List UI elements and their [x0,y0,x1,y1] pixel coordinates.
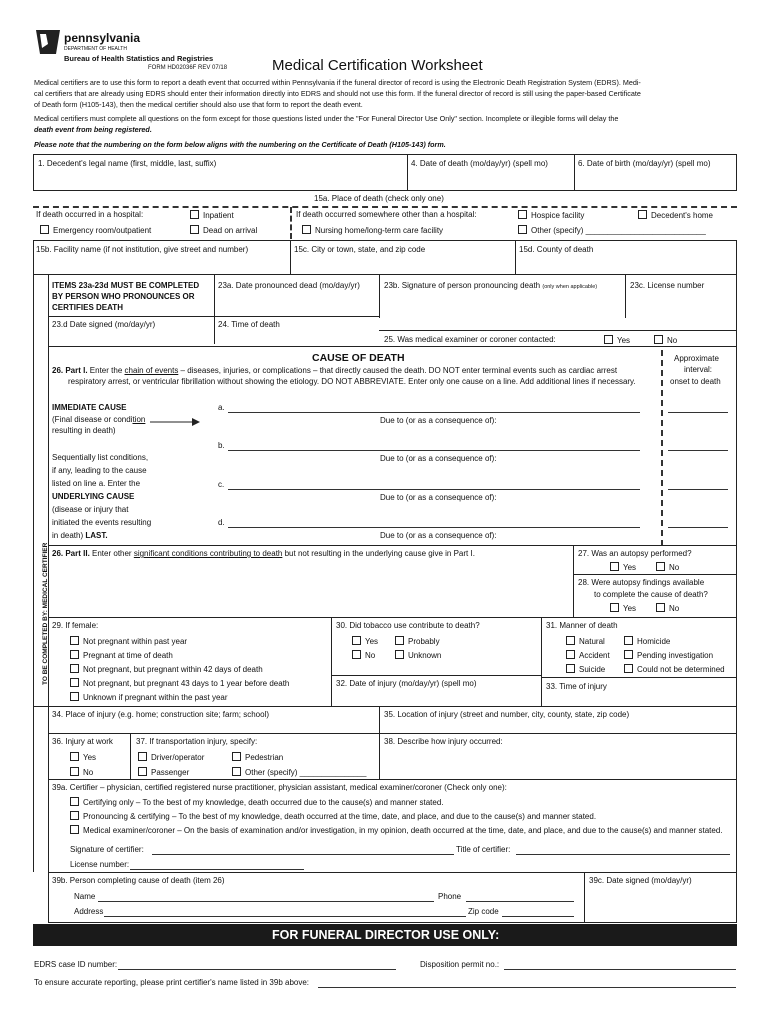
city-state-zip-field[interactable]: 15c. City or town, state, and zip code [294,245,426,254]
transport-question: 37. If transportation injury, specify: [136,737,258,746]
date-signed-field[interactable]: 23.d Date signed (mo/day/yr) [52,320,156,329]
passenger-option[interactable]: Passenger [138,767,189,778]
tobacco-unknown-option[interactable]: Unknown [395,650,441,661]
certifier-option-2[interactable]: Pronouncing & certifying – To the best of my knowledge, death occurred at the time, date, and place, and due to the cause(s) and manner stated. [70,811,596,822]
autopsy-no-checkbox[interactable] [656,562,665,571]
sequential-5: (disease or injury that [52,505,129,514]
manner-title: 31. Manner of death [546,621,618,630]
address-label: Address [74,907,104,916]
me-contacted-question: 25. Was medical examiner or coroner contacted: [384,335,556,344]
date-of-injury-field[interactable]: 32. Date of injury (mo/day/yr) (spell mo) [336,679,477,688]
inpatient-checkbox[interactable] [190,210,199,219]
me-no-option[interactable]: No [654,335,677,346]
hospice-option[interactable]: Hospice facility [518,210,584,221]
tobacco-question: 30. Did tobacco use contribute to death? [336,621,480,630]
autopsy-findings-1: 28. Were autopsy findings available [578,578,705,587]
me-no-checkbox[interactable] [654,335,663,344]
signature-line[interactable] [152,854,454,855]
driver-checkbox[interactable] [138,752,147,761]
interval-line-a[interactable] [668,412,728,413]
other-option[interactable]: Other (specify) ___________________________ [518,225,706,236]
autopsy-yes-option[interactable]: Yes [610,562,636,573]
home-option[interactable]: Decedent's home [638,210,713,221]
manner-pending-checkbox[interactable] [624,650,633,659]
accurate-reporting-label: To ensure accurate reporting, please print certifier's name listed in 39b above: [34,978,310,987]
person-completing-title: 39b. Person completing cause of death (item 26) [52,876,225,885]
female-checkbox-1[interactable] [70,636,79,645]
due-to-c: Due to (or as a consequence of): [380,493,497,502]
interval-line-b[interactable] [668,450,728,451]
tobacco-probably-option[interactable]: Probably [395,636,440,647]
form-number: FORM HD02036F REV 07/18 [148,65,228,71]
female-checkbox-4[interactable] [70,678,79,687]
side-label: TO BE COMPLETED BY: MEDICAL CERTIFIER [42,542,49,685]
arrow-icon [150,418,200,426]
date-pronounced-field[interactable]: 23a. Date pronounced dead (mo/day/yr) [218,281,360,290]
final-disease-label: (Final disease or condition [52,415,146,424]
manner-undetermined-option[interactable]: Could not be determined [624,664,725,675]
manner-pending-option[interactable]: Pending investigation [624,650,713,661]
findings-no-checkbox[interactable] [656,603,665,612]
female-checkbox-3[interactable] [70,664,79,673]
license-number-field[interactable]: 23c. License number [630,281,705,290]
manner-suicide-option[interactable]: Suicide [566,664,605,675]
page-title: Medical Certification Worksheet [272,57,483,74]
zip-line[interactable] [502,916,574,917]
female-option-3[interactable]: Not pregnant, but pregnant within 42 days of death [70,664,263,675]
license-line[interactable] [130,869,304,870]
intro-line-5: death event from being registered. [34,125,152,134]
permit-label: Disposition permit no.: [420,960,500,969]
address-line[interactable] [104,916,466,917]
cause-of-death-title: CAUSE OF DEATH [312,352,405,364]
license-label: License number: [70,860,130,869]
date-of-birth-field[interactable]: 6. Date of birth (mo/day/yr) (spell mo) [578,159,711,168]
manner-natural-option[interactable]: Natural [566,636,605,647]
decedent-name-field[interactable]: 1. Decedent's legal name (first, middle, last, suffix) [38,159,217,168]
state-name: pennsylvania [64,31,141,45]
findings-yes-option[interactable]: Yes [610,603,636,614]
female-option-4[interactable]: Not pregnant, but pregnant 43 days to 1 year before death [70,678,289,689]
approx-interval-2: interval: [684,365,713,374]
other-place-checkbox[interactable] [518,225,527,234]
location-of-injury-field[interactable]: 35. Location of injury (street and number, city, county, state, zip code) [384,710,630,719]
nursing-option[interactable]: Nursing home/long-term care facility [302,225,443,236]
place-of-death-title: 15a. Place of death (check only one) [314,194,444,203]
intro-line-4: Medical certifiers must complete all questions on the form except for those questions listed under the "For Funeral Director Use Only" section. Incomplete or illegible forms will delay the [34,114,619,123]
work-no-option[interactable]: No [70,767,93,778]
certifier-checkbox-3[interactable] [70,825,79,834]
sequential-2: if any, leading to the cause [52,466,147,475]
findings-yes-checkbox[interactable] [610,603,619,612]
me-yes-checkbox[interactable] [604,335,613,344]
autopsy-findings-2: to complete the cause of death? [594,590,708,599]
sequential-1: Sequentially list conditions, [52,453,149,462]
bureau-name: Bureau of Health Statistics and Registries [64,54,214,63]
zip-label: Zip code [468,907,499,916]
manner-homicide-checkbox[interactable] [624,636,633,645]
signature-label: Signature of certifier: [70,845,144,854]
tobacco-no-option[interactable]: No [352,650,375,661]
driver-option[interactable]: Driver/operator [138,752,204,763]
items-note-1: ITEMS 23a-23d MUST BE COMPLETED [52,281,200,290]
female-option-1[interactable]: Not pregnant within past year [70,636,187,647]
work-yes-option[interactable]: Yes [70,752,96,763]
certifier-checkbox-2[interactable] [70,811,79,820]
cause-line-b[interactable] [228,450,640,451]
female-checkbox-5[interactable] [70,692,79,701]
department-name: DEPARTMENT OF HEALTH [64,46,127,52]
part2-instructions[interactable]: 26. Part II. Enter other significant conditions contributing to death but not resulting in the underlying cause give in Part I. [52,549,475,558]
immediate-cause-label: IMMEDIATE CAUSE [52,403,127,412]
other-place-label: If death occurred somewhere other than a hospital: [296,210,477,219]
manner-suicide-checkbox[interactable] [566,664,575,673]
pronouncer-signature-field[interactable]: 23b. Signature of person pronouncing death (only when applicable) [384,281,598,290]
name-line[interactable] [98,901,434,902]
passenger-checkbox[interactable] [138,767,147,776]
certifier-title: 39a. Certifier – physician, certified registered nurse practitioner, physician assistant, medical examiner/coroner (Check only one): [52,783,507,792]
me-yes-option[interactable]: Yes [604,335,630,346]
pedestrian-option[interactable]: Pedestrian [232,752,283,763]
interval-line-d[interactable] [668,527,728,528]
manner-natural-checkbox[interactable] [566,636,575,645]
hospice-checkbox[interactable] [518,210,527,219]
manner-homicide-option[interactable]: Homicide [624,636,670,647]
cause-line-c-label: c. [218,480,225,489]
female-checkbox-2[interactable] [70,650,79,659]
tobacco-yes-checkbox[interactable] [352,636,361,645]
inpatient-option[interactable]: Inpatient [190,210,234,221]
phone-label: Phone [438,892,462,901]
home-checkbox[interactable] [638,210,647,219]
part1-instructions-1: 26. Part I. Enter the chain of events – diseases, injuries, or complications – that directly caused the death. DO NOT enter terminal events such as cardiac arrest [52,366,618,375]
how-injury-occurred-field[interactable]: 38. Describe how injury occurred: [384,737,503,746]
injury-at-work-question: 36. Injury at work [52,737,113,746]
doa-option[interactable]: Dead on arrival [190,225,257,236]
phone-line[interactable] [466,901,574,902]
manner-accident-checkbox[interactable] [566,650,575,659]
manner-accident-option[interactable]: Accident [566,650,610,661]
other-transport-option[interactable]: Other (specify) _______________ [232,767,366,778]
time-of-injury-field[interactable]: 33. Time of injury [546,682,607,691]
date-signed-39c-field[interactable]: 39c. Date signed (mo/day/yr) [589,876,692,885]
er-option[interactable]: Emergency room/outpatient [40,225,151,236]
cause-line-d-label: d. [218,518,225,527]
female-option-2[interactable]: Pregnant at time of death [70,650,173,661]
tobacco-yes-option[interactable]: Yes [352,636,378,647]
edrs-line[interactable] [118,969,396,970]
pa-keystone-logo [34,28,62,56]
doa-checkbox[interactable] [190,225,199,234]
autopsy-no-option[interactable]: No [656,562,679,573]
female-option-5[interactable]: Unknown if pregnant within the past year [70,692,228,703]
items-note-2: BY PERSON WHO PRONOUNCES OR [52,292,195,301]
work-yes-checkbox[interactable] [70,752,79,761]
due-to-b: Due to (or as a consequence of): [380,454,497,463]
numbering-note: Please note that the numbering on the form below aligns with the numbering on the Certificate of Death (H105-143) form. [34,140,446,149]
manner-undetermined-checkbox[interactable] [624,664,633,673]
autopsy-question: 27. Was an autopsy performed? [578,549,692,558]
nursing-checkbox[interactable] [302,225,311,234]
due-to-a: Due to (or as a consequence of): [380,416,497,425]
intro-line-1: Medical certifiers are to use this form to report a death event that occurred within Pennsylvania if the funeral director of record is using the Electronic Death Registration System (EDRS). Medi- [34,78,641,87]
female-title: 29. If female: [52,621,99,630]
accurate-reporting-line[interactable] [318,987,736,988]
approx-interval-3: onset to death [670,377,721,386]
intro-line-2: cal certifiers that are already using EDRS should enter their information directly into EDRS and should not use this form. If the funeral director of record is still using the paper-based Certificate [34,89,641,98]
findings-no-option[interactable]: No [656,603,679,614]
sequential-6: initiated the events resulting [52,518,152,527]
permit-line[interactable] [504,969,736,970]
cause-line-a[interactable] [228,412,640,413]
other-transport-checkbox[interactable] [232,767,241,776]
cause-line-a-label: a. [218,403,225,412]
sequential-7: in death) LAST. [52,531,108,540]
hospital-label: If death occurred in a hospital: [36,210,144,219]
final-disease-label-2: resulting in death) [52,426,116,435]
items-note-3: CERTIFIES DEATH [52,303,123,312]
sequential-3: listed on line a. Enter the [52,479,141,488]
time-of-death-field[interactable]: 24. Time of death [218,320,280,329]
cause-line-b-label: b. [218,441,225,450]
funeral-banner-text: FOR FUNERAL DIRECTOR USE ONLY: [272,928,500,942]
certifier-option-1[interactable]: Certifying only – To the best of my knowledge, death occurred due to the cause(s) and manner stated. [70,797,444,808]
edrs-label: EDRS case ID number: [34,960,118,969]
autopsy-yes-checkbox[interactable] [610,562,619,571]
approx-interval-1: Approximate [674,354,719,363]
tobacco-probably-checkbox[interactable] [395,636,404,645]
part1-instructions-2: respiratory arrest, or ventricular fibrillation without showing the etiology. DO NOT ABBREVIATE. Enter only one cause on a line. Add additional lines if necessary. [68,377,636,386]
certifier-checkbox-1[interactable] [70,797,79,806]
county-field[interactable]: 15d. County of death [519,245,594,254]
certifier-option-3[interactable]: Medical examiner/coroner – On the basis of examination and/or investigation, in my opinion, death occurred at the time, date, and place, and due to the cause(s) and manner stated. [70,825,722,836]
place-of-injury-field[interactable]: 34. Place of injury (e.g. home; construction site; farm; school) [52,710,269,719]
name-label: Name [74,892,96,901]
tobacco-unknown-checkbox[interactable] [395,650,404,659]
cause-line-d[interactable] [228,527,640,528]
pedestrian-checkbox[interactable] [232,752,241,761]
intro-line-3: of Death form (H105-143), then the medical certifier should also use that form to report the death event. [34,100,363,109]
work-no-checkbox[interactable] [70,767,79,776]
due-to-d: Due to (or as a consequence of): [380,531,497,540]
tobacco-no-checkbox[interactable] [352,650,361,659]
title-line[interactable] [516,854,730,855]
facility-name-field[interactable]: 15b. Facility name (if not institution, give street and number) [36,245,249,254]
cause-line-c[interactable] [228,489,640,490]
er-checkbox[interactable] [40,225,49,234]
sequential-4: UNDERLYING CAUSE [52,492,135,501]
interval-line-c[interactable] [668,489,728,490]
title-label: Title of certifier: [456,845,511,854]
date-of-death-field[interactable]: 4. Date of death (mo/day/yr) (spell mo) [411,159,548,168]
